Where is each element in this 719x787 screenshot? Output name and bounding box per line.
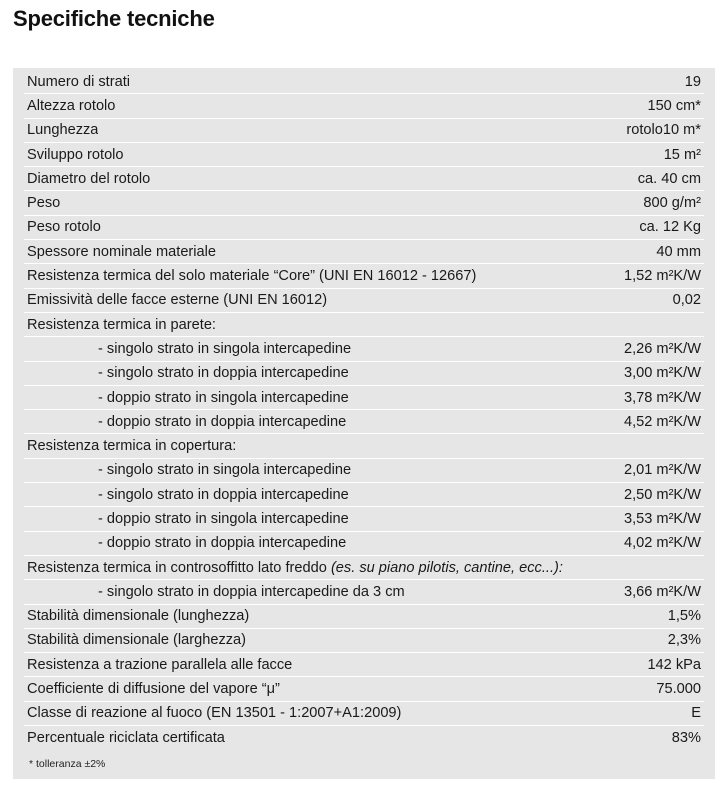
spec-value: 142 kPa: [647, 656, 701, 673]
spec-label: Coefficiente di diffusione del vapore “μ”: [27, 681, 280, 698]
spec-label: Resistenza termica del solo materiale “Core” (UNI EN 16012 - 12667): [27, 268, 477, 285]
spec-value: 19: [684, 73, 701, 90]
spec-label: - doppio strato in singola intercapedine: [98, 389, 349, 406]
spec-label: Emissività delle facce esterne (UNI EN 16012): [27, 292, 328, 309]
spec-label: [24, 560, 563, 576]
spec-label: Altezza rotolo: [27, 97, 116, 114]
tolerance-footnote: * tolleranza ±2%: [29, 758, 106, 771]
spec-value: 83%: [671, 730, 701, 747]
spec-row: [24, 240, 704, 264]
spec-row: [24, 289, 704, 313]
spec-value: ca. 40 cm: [637, 170, 701, 187]
spec-label: - singolo strato in doppia intercapedine: [98, 486, 349, 503]
spec-row: [24, 459, 704, 483]
spec-table: [13, 68, 715, 779]
spec-row: [24, 362, 704, 386]
spec-row: [24, 167, 704, 191]
spec-label: - singolo strato in doppia intercapedine: [98, 365, 349, 382]
spec-value: 800 g/m²: [643, 195, 701, 212]
spec-row: [24, 605, 704, 629]
spec-value: 2,26 m²K/W: [623, 340, 701, 357]
spec-value: 75.000: [656, 681, 701, 698]
page-title: Specifiche tecniche: [13, 6, 215, 31]
spec-row: [24, 386, 704, 410]
spec-row: [24, 702, 704, 726]
spec-value: 15 m²: [663, 146, 701, 163]
spec-value: 4,52 m²K/W: [623, 413, 701, 430]
spec-rows: [24, 70, 704, 750]
spec-label: Resistenza termica in parete:: [27, 316, 216, 333]
spec-label: Resistenza a trazione parallela alle facce: [27, 656, 293, 673]
spec-label: Lunghezza: [27, 122, 99, 139]
spec-label: Classe di reazione al fuoco (EN 13501 - 1:2007+A1:2009): [27, 705, 402, 722]
spec-value: ca. 12 Kg: [639, 219, 701, 236]
spec-value: 40 mm: [656, 243, 701, 260]
spec-label: Percentuale riciclata certificata: [27, 730, 225, 747]
spec-value: 150 cm*: [647, 97, 701, 114]
spec-value: 2,50 m²K/W: [623, 486, 701, 503]
spec-row: [24, 143, 704, 167]
spec-label-main: Resistenza termica in controsoffitto lato freddo: [27, 559, 327, 576]
spec-value: 3,00 m²K/W: [623, 365, 701, 382]
spec-row: [24, 677, 704, 701]
spec-row: [24, 264, 704, 288]
spec-section-header: [24, 434, 704, 458]
spec-label: - doppio strato in doppia intercapedine: [98, 535, 347, 552]
spec-label: Diametro del rotolo: [27, 170, 151, 187]
spec-value: rotolo10 m*: [626, 122, 701, 139]
spec-value: 3,66 m²K/W: [623, 583, 701, 600]
spec-label: Resistenza termica in copertura:: [27, 438, 237, 455]
spec-value: E: [691, 705, 701, 722]
spec-row: [24, 94, 704, 118]
spec-label: Numero di strati: [27, 73, 130, 90]
spec-row: [24, 216, 704, 240]
spec-label: Peso: [27, 195, 61, 212]
spec-label: Stabilità dimensionale (lunghezza): [27, 608, 250, 625]
spec-value: 1,52 m²K/W: [623, 268, 701, 285]
spec-section-header: [24, 313, 704, 337]
spec-row: [24, 532, 704, 556]
spec-row: [24, 580, 704, 604]
spec-value: 4,02 m²K/W: [623, 535, 701, 552]
spec-row: [24, 726, 704, 750]
spec-value: 0,02: [672, 292, 701, 309]
spec-row: [24, 337, 704, 361]
spec-value: 2,01 m²K/W: [623, 462, 701, 479]
spec-label-note: (es. su piano pilotis, cantine, ecc...):: [330, 559, 563, 576]
spec-label: - singolo strato in doppia intercapedine da 3 cm: [98, 583, 405, 600]
spec-label: Spessore nominale materiale: [27, 243, 217, 260]
spec-label: - singolo strato in singola intercapedine: [98, 462, 352, 479]
spec-row: [24, 629, 704, 653]
spec-row: [24, 653, 704, 677]
spec-label: - singolo strato in singola intercapedine: [98, 340, 352, 357]
spec-label: Stabilità dimensionale (larghezza): [27, 632, 247, 649]
spec-label: - doppio strato in singola intercapedine: [98, 510, 349, 527]
spec-value: 3,78 m²K/W: [623, 389, 701, 406]
spec-row: [24, 70, 704, 94]
spec-label: - doppio strato in doppia intercapedine: [98, 413, 347, 430]
spec-section-header: [24, 556, 704, 580]
spec-label: Sviluppo rotolo: [27, 146, 124, 163]
spec-row: [24, 410, 704, 434]
spec-row: [24, 191, 704, 215]
spec-label: Peso rotolo: [27, 219, 101, 236]
spec-value: 2,3%: [667, 632, 701, 649]
spec-row: [24, 483, 704, 507]
spec-value: 1,5%: [667, 608, 701, 625]
spec-row: [24, 119, 704, 143]
spec-row: [24, 507, 704, 531]
spec-value: 3,53 m²K/W: [623, 510, 701, 527]
